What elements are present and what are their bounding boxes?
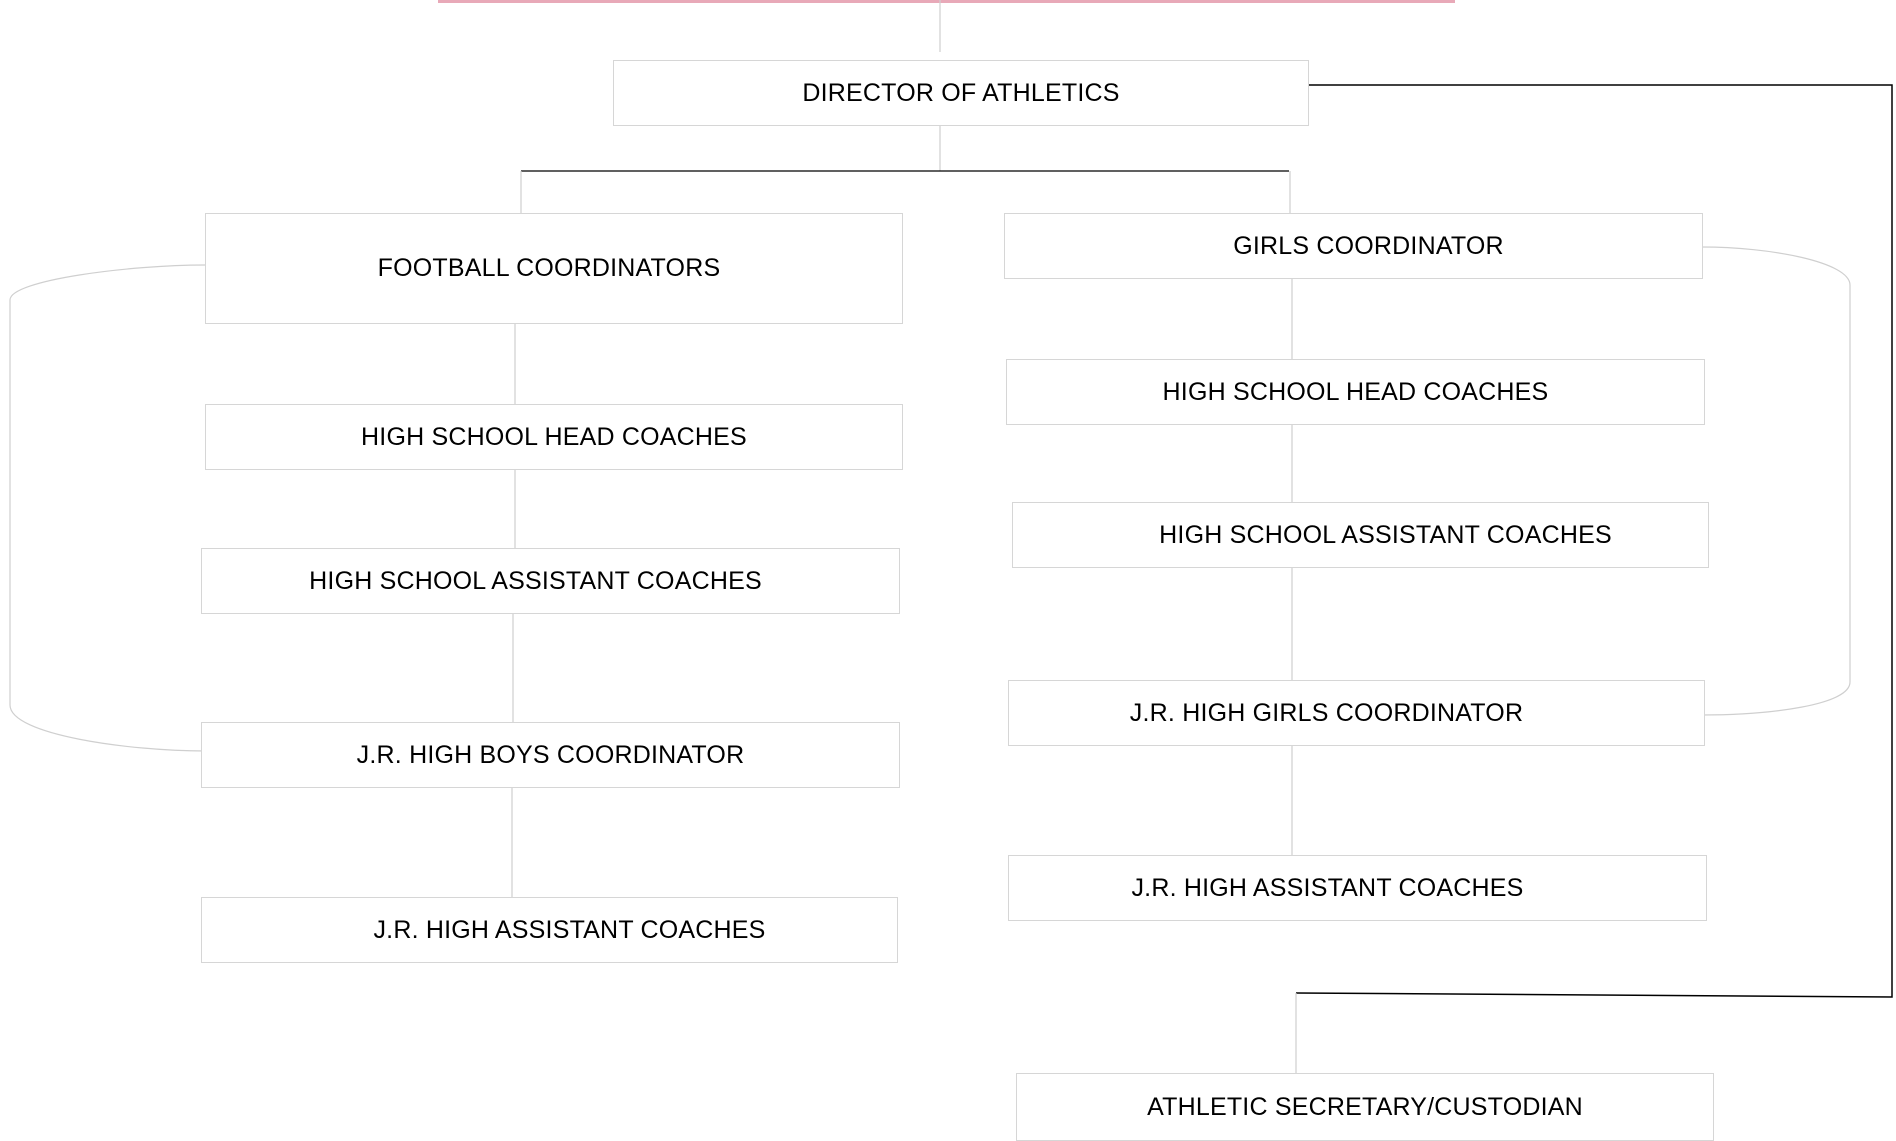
left-hs-assistant-coaches-box — [201, 548, 900, 614]
jr-high-boys-coordinator-box — [201, 722, 900, 788]
football-coordinators-label: FOOTBALL COORDINATORS — [377, 254, 721, 282]
left-jr-high-assistant-coaches-label: J.R. HIGH ASSISTANT COACHES — [373, 915, 766, 944]
right-jr-high-assistant-coaches-label: J.R. HIGH ASSISTANT COACHES — [1131, 873, 1524, 902]
left-hs-head-coaches-box — [205, 404, 903, 470]
right-hs-assistant-coaches-label: HIGH SCHOOL ASSISTANT COACHES — [1159, 520, 1612, 549]
right-hs-head-coaches-label: HIGH SCHOOL HEAD COACHES — [1162, 377, 1549, 406]
girls-coordinator-label: GIRLS COORDINATOR — [1233, 231, 1504, 260]
jr-high-boys-coordinator-label: J.R. HIGH BOYS COORDINATOR — [356, 740, 745, 769]
left-hs-assistant-coaches-label: HIGH SCHOOL ASSISTANT COACHES — [309, 566, 762, 595]
girls-coordinator-box — [1004, 213, 1703, 279]
jr-high-girls-coordinator-box — [1008, 680, 1705, 746]
connector-right-bracket — [1702, 247, 1850, 715]
football-coordinators-box — [205, 213, 903, 324]
athletic-secretary-custodian-label: ATHLETIC SECRETARY/CUSTODIAN — [1147, 1092, 1583, 1121]
director-of-athletics-box — [613, 60, 1309, 126]
left-hs-head-coaches-label: HIGH SCHOOL HEAD COACHES — [361, 422, 747, 451]
right-hs-head-coaches-box — [1006, 359, 1705, 425]
jr-high-girls-coordinator-label: J.R. HIGH GIRLS COORDINATOR — [1129, 698, 1524, 727]
right-jr-high-assistant-coaches-box — [1008, 855, 1707, 921]
connector-left-bracket — [10, 265, 205, 751]
left-jr-high-assistant-coaches-box — [201, 897, 898, 963]
athletic-secretary-custodian-box — [1016, 1073, 1714, 1141]
director-of-athletics-label: DIRECTOR OF ATHLETICS — [802, 78, 1120, 107]
right-hs-assistant-coaches-box — [1012, 502, 1709, 568]
